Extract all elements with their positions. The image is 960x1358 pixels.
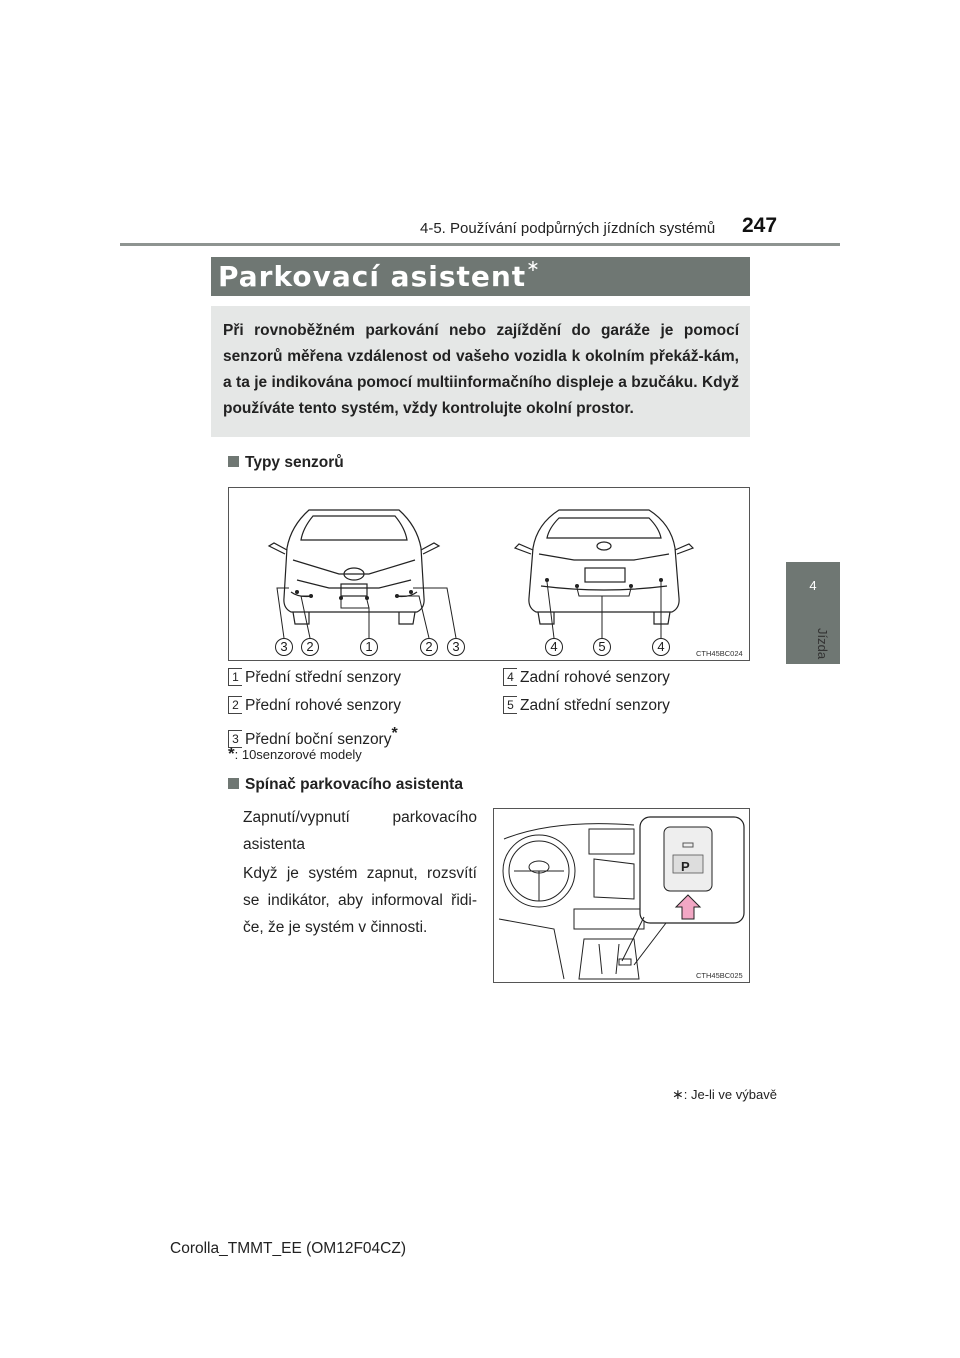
figure-code: CTH45BC025 — [696, 971, 743, 980]
legend-text: Zadní střední senzory — [520, 697, 670, 714]
switch-heading — [228, 776, 463, 794]
switch-paragraph-2: Když je systém zapnut, rozsvítí se indikátor, aby informoval řidi-če, že je systém v činnosti. — [243, 865, 477, 936]
callout-front-corner-right: 2 — [420, 638, 438, 656]
car-front-rear-illustration — [229, 488, 749, 660]
section-title — [218, 256, 541, 293]
switch-heading-text: Spínač parkovacího asistenta — [245, 776, 463, 793]
bullet-square-icon — [228, 456, 239, 467]
legend-text: Přední boční senzory — [245, 731, 392, 749]
switch-location-figure — [493, 808, 750, 983]
legend-number: 3 — [228, 730, 242, 748]
legend-item-1 — [228, 669, 401, 687]
page-footnote-text: : Je-li ve výbavě — [683, 1087, 777, 1102]
legend-text: Přední střední senzory — [245, 669, 401, 686]
legend-number: 5 — [503, 696, 517, 714]
legend-number: 1 — [228, 668, 242, 686]
legend-footnote-mark: * — [391, 725, 398, 742]
intro-text: Při rovnoběžném parkování nebo zajíždění do garáže je pomocí senzorů měřena vzdálenost od vašeho vozidla k okolním překáž-kám, a ta je indikována pomocí multiinformačního displeje a bzučáku. Když používáte tento systém, vždy kontrolujte okolní prostor. — [223, 322, 739, 417]
legend-item-2 — [228, 697, 401, 715]
legend-text: Zadní rohové senzory — [520, 669, 670, 686]
switch-paragraph-1 — [243, 804, 477, 858]
legend-item-4 — [503, 669, 670, 687]
chapter-tab-number: 4 — [809, 578, 817, 593]
legend-text: Přední rohové senzory — [245, 697, 401, 714]
page-footnote-mark: ∗ — [672, 1086, 684, 1102]
legend-number: 4 — [503, 668, 517, 686]
section-title-mark: ∗ — [526, 256, 541, 275]
callout-front-corner-left: 2 — [301, 638, 319, 656]
figure-code: CTH45BC024 — [696, 649, 743, 658]
callout-rear-corner-left: 4 — [545, 638, 563, 656]
section-title-text: Parkovací asistent — [218, 260, 527, 293]
sensor-footnote-mark: * — [228, 744, 235, 763]
dashboard-illustration — [494, 809, 749, 982]
sensor-footnote — [228, 744, 362, 764]
page-number: 247 — [742, 214, 778, 237]
callout-rear-center: 5 — [593, 638, 611, 656]
sensor-types-heading-text: Typy senzorů — [245, 454, 344, 471]
callout-front-side-left: 3 — [275, 638, 293, 656]
parking-assist-button-symbol: P — [681, 859, 690, 874]
callout-front-center: 1 — [360, 638, 378, 656]
legend-item-5 — [503, 697, 670, 715]
sensor-footnote-text: : 10senzorové modely — [234, 747, 362, 762]
document-footer: Corolla_TMMT_EE (OM12F04CZ) — [170, 1240, 406, 1257]
switch-paragraph-1-text: Zapnutí/vypnutí parkovacího asistenta — [243, 809, 477, 853]
bullet-square-icon — [228, 778, 239, 789]
header-divider — [120, 243, 840, 246]
header-section-title: 4-5. Používání podpůrných jízdních systémů — [420, 220, 716, 237]
chapter-tab-label: Jízda — [815, 628, 830, 660]
sensor-types-heading — [228, 454, 344, 472]
legend-number: 2 — [228, 696, 242, 714]
callout-rear-corner-right: 4 — [652, 638, 670, 656]
sensor-location-figure — [228, 487, 750, 661]
callout-front-side-right: 3 — [447, 638, 465, 656]
page-footnote — [672, 1086, 777, 1103]
